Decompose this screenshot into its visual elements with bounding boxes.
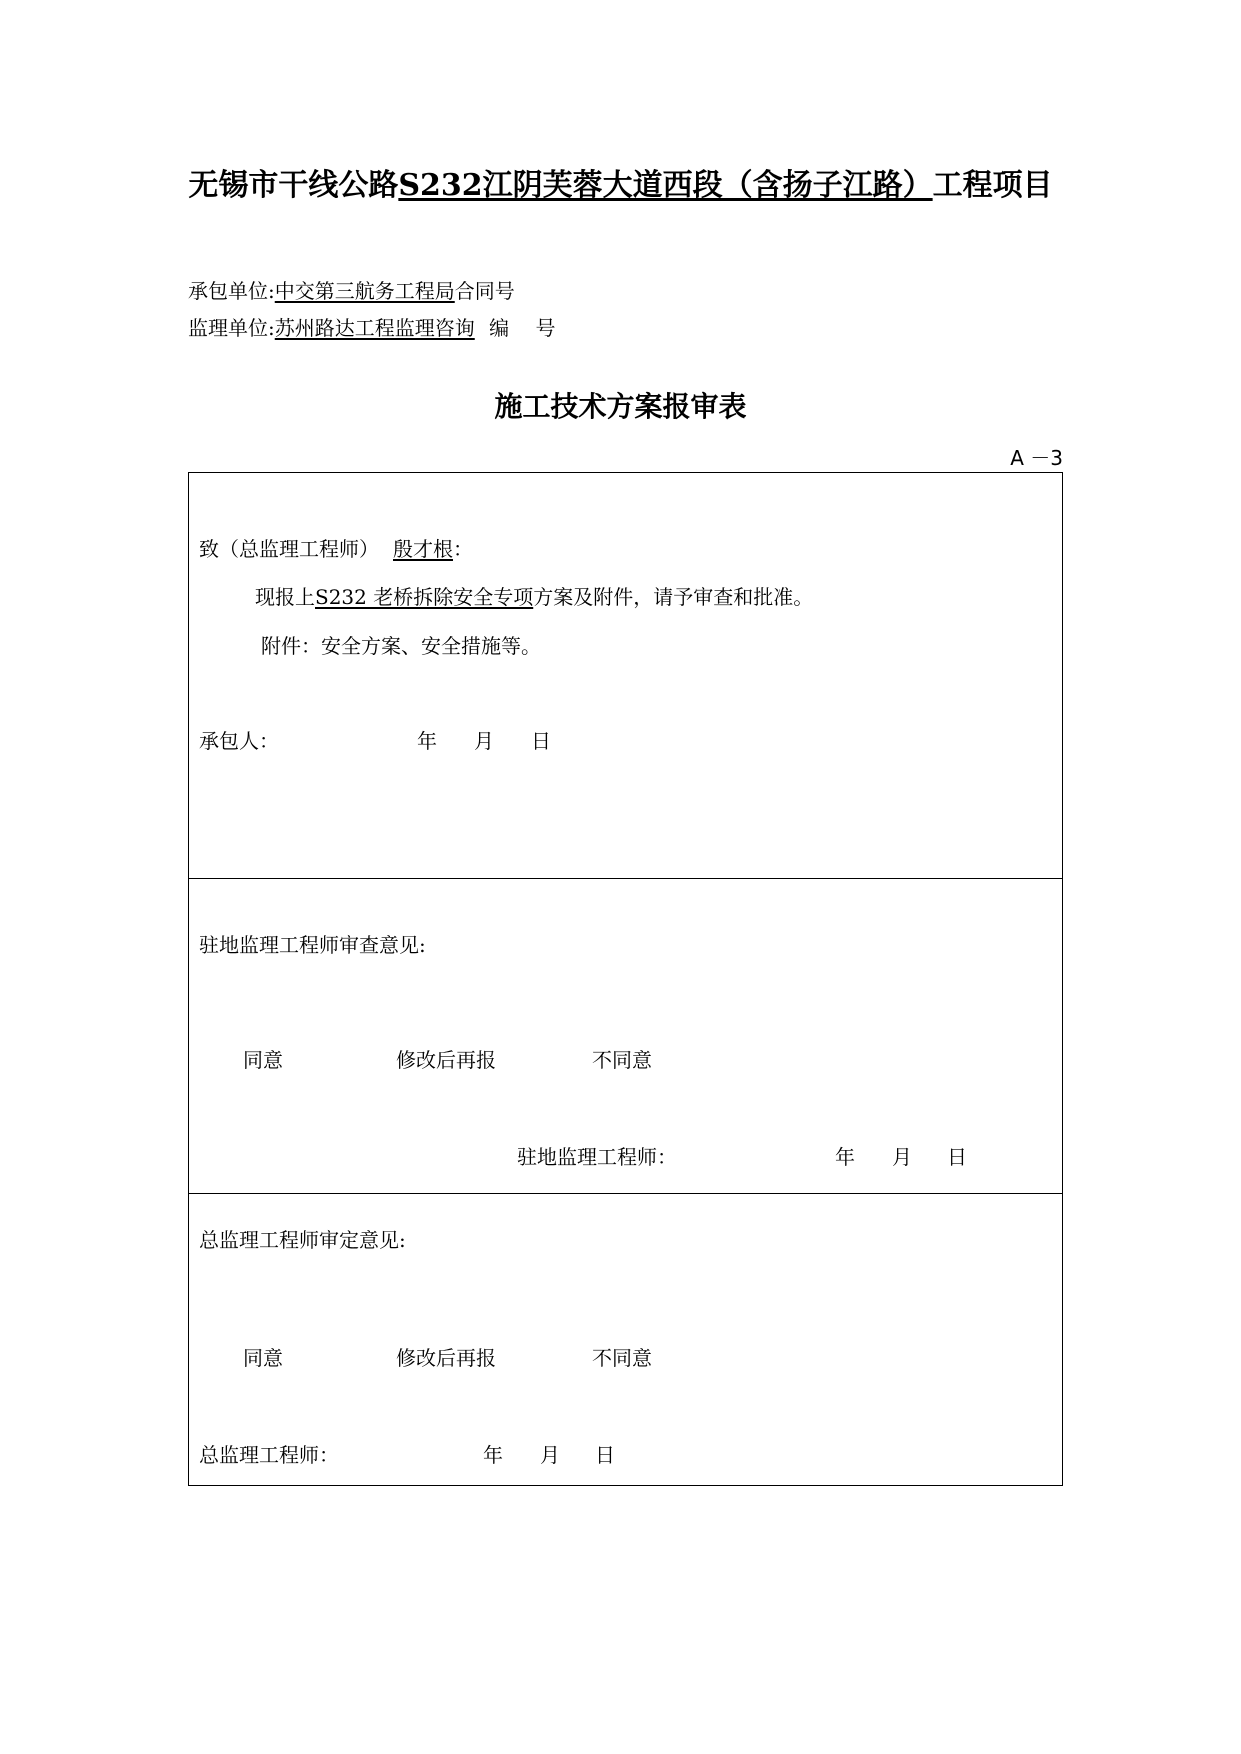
addressee-colon: ： — [453, 537, 473, 561]
title-prefix: 无锡市干线公路 — [188, 168, 399, 203]
report-line — [255, 581, 813, 610]
contractor-line — [188, 275, 515, 304]
form-code: A －3 — [1010, 446, 1063, 470]
contractor-value: 中交第三航务工程局 — [274, 279, 455, 303]
chief-approval-heading: 总监理工程师审定意见: — [199, 1228, 406, 1252]
contractor-sign-label: 承包人： — [199, 729, 279, 753]
resident-agree-option: 同意 — [243, 1048, 283, 1072]
form-title: 施工技术方案报审表 — [494, 390, 747, 423]
report-prefix: 现报上 — [255, 585, 315, 609]
chief-day: 日 — [595, 1443, 615, 1467]
contractor-label: 承包单位: — [188, 279, 275, 303]
report-suffix: 方案及附件，请予审查和批准。 — [533, 585, 814, 609]
chief-year: 年 — [483, 1443, 503, 1467]
resident-review-heading: 驻地监理工程师审查意见: — [199, 933, 426, 957]
title-project: S232江阴芙蓉大道西段（含扬子江路） — [398, 168, 933, 203]
contractor-year: 年 — [417, 729, 437, 753]
chief-sign-label: 总监理工程师： — [199, 1443, 339, 1467]
section-chief-approval — [189, 1193, 1062, 1485]
addressee-name: 殷才根 — [393, 537, 453, 561]
supervisor-value: 苏州路达工程监理咨询 — [274, 316, 475, 340]
resident-revise-option: 修改后再报 — [396, 1048, 496, 1072]
document-title — [0, 160, 1241, 204]
section-submission — [189, 473, 1062, 878]
contractor-day: 日 — [531, 729, 551, 753]
form-table — [188, 472, 1063, 1486]
attachment-line: 附件：安全方案、安全措施等。 — [261, 634, 541, 658]
chief-agree-option: 同意 — [243, 1346, 283, 1370]
chief-month: 月 — [540, 1443, 560, 1467]
resident-sign-label: 驻地监理工程师： — [517, 1145, 677, 1169]
resident-year: 年 — [835, 1145, 855, 1169]
supervisor-line — [188, 312, 555, 341]
chief-disagree-option: 不同意 — [592, 1346, 652, 1370]
contract-no-label: 合同号 — [454, 279, 515, 303]
chief-revise-option: 修改后再报 — [396, 1346, 496, 1370]
addressee-line — [199, 533, 473, 562]
resident-month: 月 — [892, 1145, 912, 1169]
resident-disagree-option: 不同意 — [592, 1048, 652, 1072]
title-suffix: 工程项目 — [932, 168, 1053, 203]
contractor-month: 月 — [474, 729, 494, 753]
report-item: S232 老桥拆除安全专项 — [315, 585, 534, 609]
resident-day: 日 — [947, 1145, 967, 1169]
serial-label: 编 号 — [489, 316, 556, 340]
section-resident-review — [189, 878, 1062, 1193]
supervisor-label: 监理单位: — [188, 316, 275, 340]
addressee-label: 致（总监理工程师） — [199, 537, 379, 561]
